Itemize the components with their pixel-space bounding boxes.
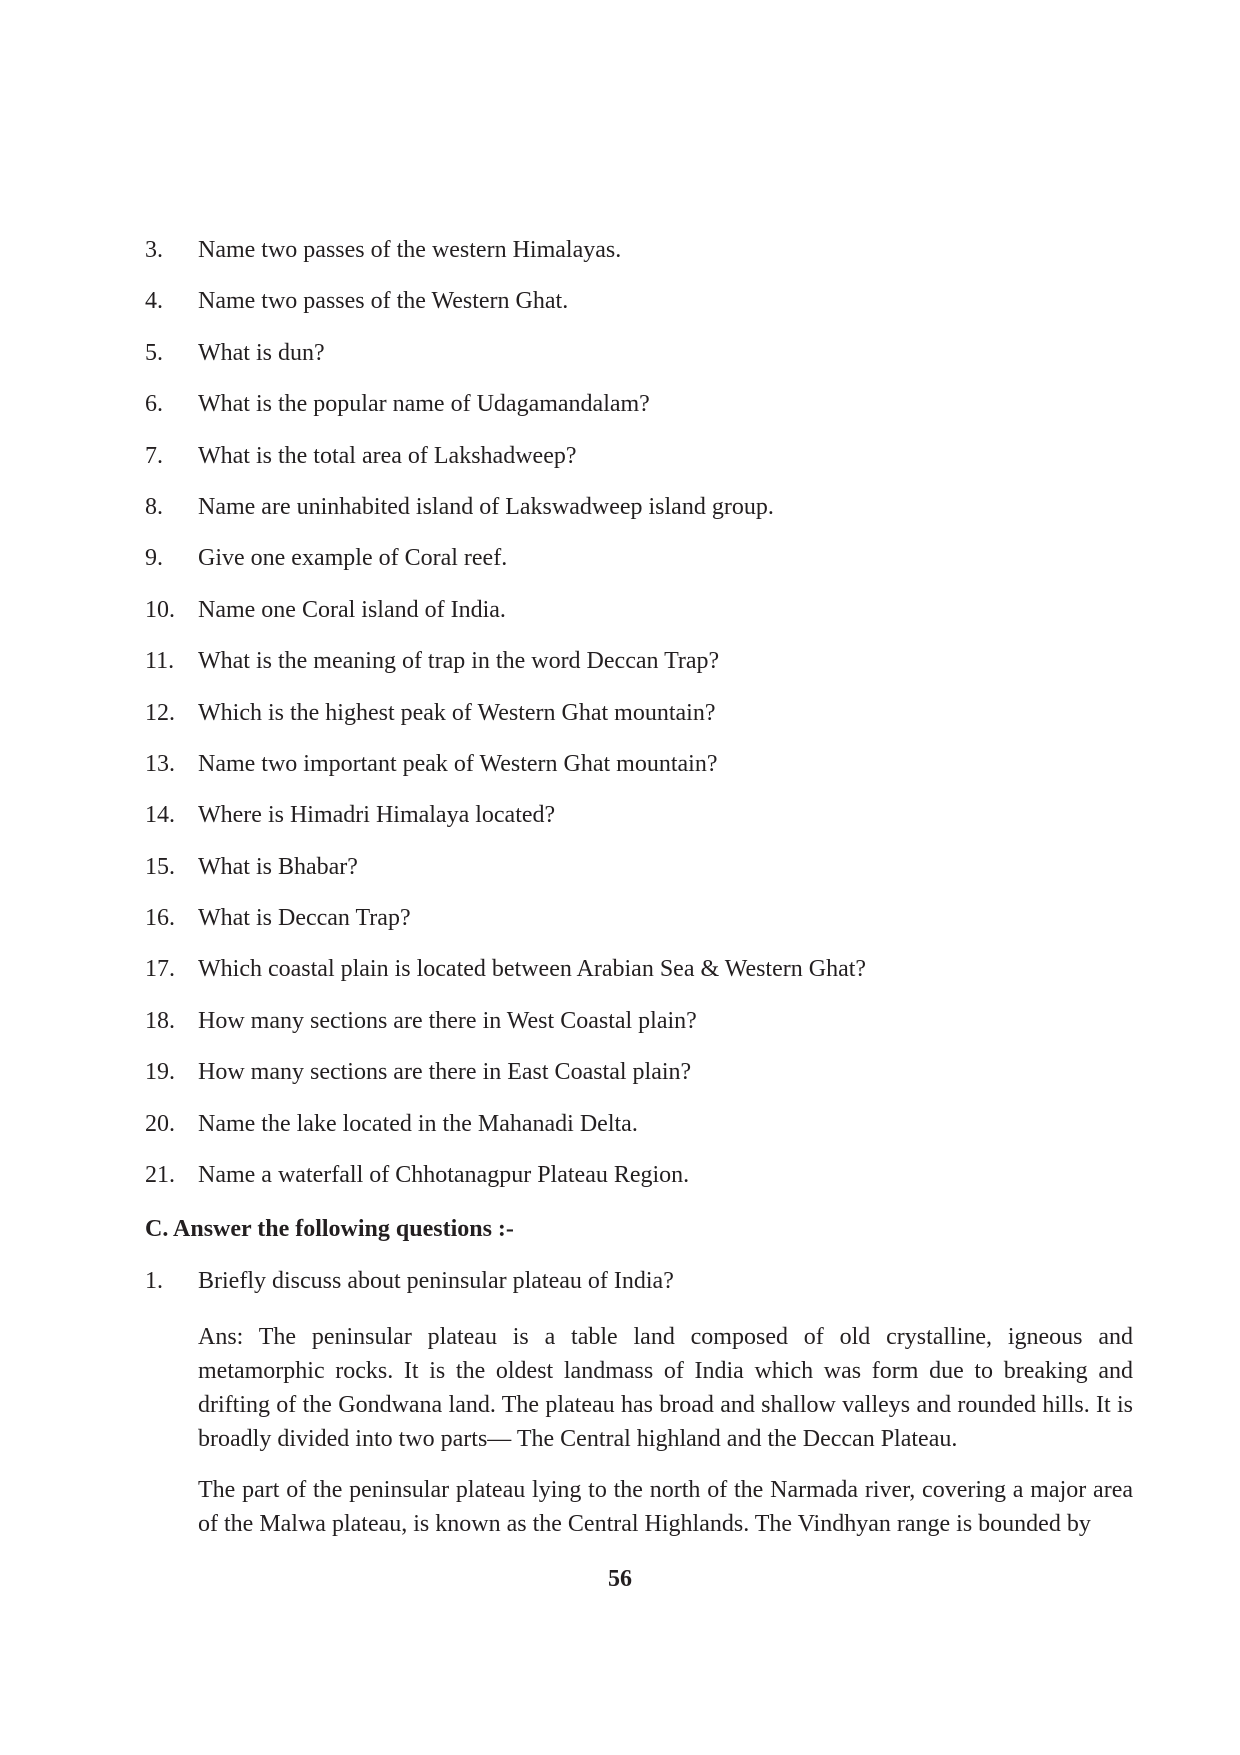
list-item [145,1058,1135,1109]
short-question-list [145,236,1135,1212]
question-number: 3. [145,237,163,263]
list-item [145,955,1135,1006]
list-item [145,493,1135,544]
list-item [145,750,1135,801]
question-text: How many sections are there in West Coastal plain? [198,1007,697,1034]
answer-block [198,1320,1133,1558]
question-text: Briefly discuss about peninsular plateau of India? [198,1268,674,1294]
question-number: 1. [145,1268,163,1294]
question-text: What is the popular name of Udagamandalam? [198,391,650,418]
question-text: What is Deccan Trap? [198,905,411,932]
question-number: 4. [145,288,163,315]
question-text: What is the meaning of trap in the word Deccan Trap? [198,648,720,675]
list-item [145,390,1135,441]
question-number: 11. [145,648,175,675]
question-number: 16. [145,905,175,932]
list-item [145,287,1135,338]
question-number: 15. [145,853,175,880]
list-item [145,1007,1135,1058]
question-text: Which is the highest peak of Western Ghat mountain? [198,699,716,726]
question-text: Give one example of Coral reef. [198,545,508,572]
question-text: Name two passes of the western Himalayas. [198,237,622,263]
answer-paragraph: The part of the peninsular plateau lying to the north of the Narmada river, covering a major area of the Malwa plateau, is known as the Central Highlands. The Vindhyan range is bounded by [198,1477,1133,1537]
list-item [145,647,1135,698]
question-number: 8. [145,493,163,520]
section-heading: C. Answer the following questions :- [145,1216,514,1242]
question-number: 17. [145,956,175,983]
question-text: Name one Coral island of India. [198,596,506,623]
list-item [145,801,1135,852]
question-text: Name are uninhabited island of Lakswadweep island group. [198,493,774,520]
list-item [145,853,1135,904]
question-number: 6. [145,391,163,418]
long-question [145,1267,674,1295]
question-text: Which coastal plain is located between Arabian Sea & Western Ghat? [198,956,867,983]
list-item [145,339,1135,390]
question-number: 12. [145,699,175,726]
question-number: 14. [145,802,175,829]
question-text: Name a waterfall of Chhotanagpur Plateau Region. [198,1162,690,1189]
list-item [145,904,1135,955]
question-text: Name the lake located in the Mahanadi Delta. [198,1110,638,1137]
question-text: What is the total area of Lakshadweep? [198,442,577,469]
question-number: 21. [145,1162,175,1189]
list-item [145,699,1135,750]
list-item [145,236,1135,287]
question-text: What is Bhabar? [198,853,358,880]
question-number: 13. [145,750,175,777]
question-number: 5. [145,339,163,366]
question-text: Name two important peak of Western Ghat mountain? [198,750,718,777]
question-number: 9. [145,545,163,572]
question-number: 19. [145,1059,175,1086]
list-item [145,544,1135,595]
list-item [145,1161,1135,1212]
question-text: How many sections are there in East Coastal plain? [198,1059,692,1086]
question-number: 7. [145,442,163,469]
question-text: Where is Himadri Himalaya located? [198,802,556,829]
question-text: What is dun? [198,339,325,366]
answer-paragraph: Ans: The peninsular plateau is a table land composed of old crystalline, igneous and metamorphic rocks. It is the oldest landmass of India which was form due to breaking and drifting of the Gondwana land. The plateau has broad and shallow valleys and rounded hills. It is broadly divided into two parts— The Central highland and the Deccan Plateau. [198,1324,1133,1452]
list-item [145,1110,1135,1161]
question-number: 10. [145,596,175,623]
list-item [145,442,1135,493]
list-item [145,596,1135,647]
question-number: 20. [145,1110,175,1137]
question-text: Name two passes of the Western Ghat. [198,288,569,315]
question-number: 18. [145,1007,175,1034]
page-number: 56 [608,1566,632,1592]
